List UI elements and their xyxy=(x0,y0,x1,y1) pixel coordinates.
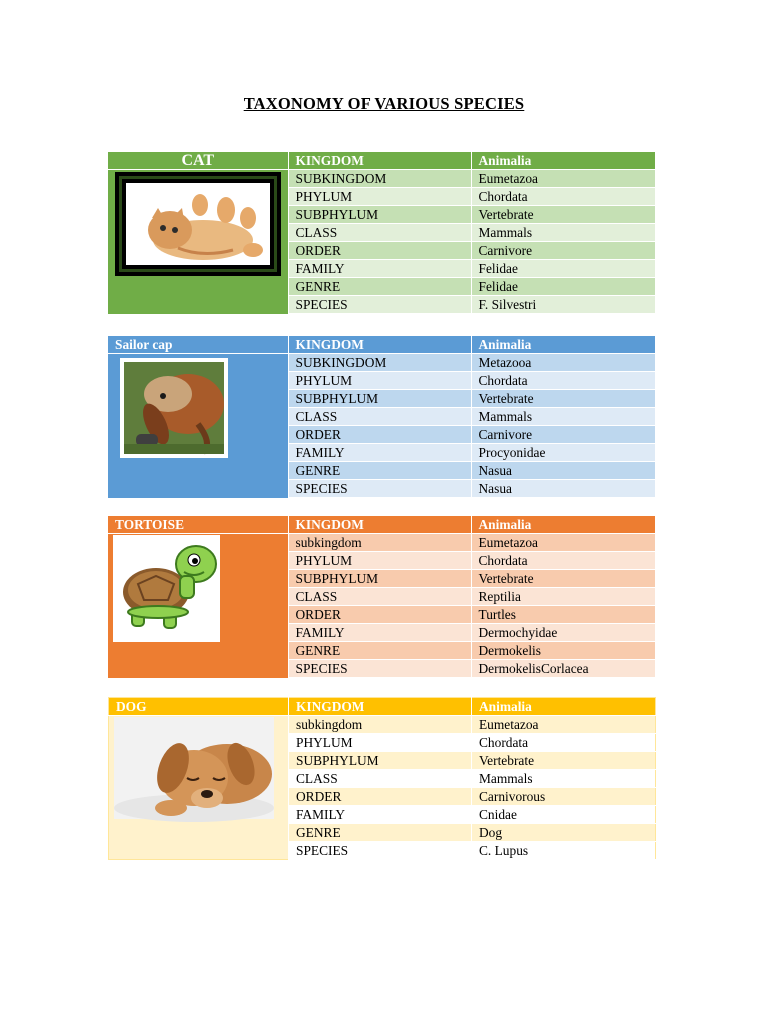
rank-value: Chordata xyxy=(471,552,655,570)
rank-label: GENRE xyxy=(288,642,471,660)
cat-photo xyxy=(108,170,288,304)
kingdom-value: Animalia xyxy=(471,336,655,354)
rank-value: Carnivore xyxy=(471,242,655,260)
rank-label: subkingdom xyxy=(288,534,471,552)
rank-label: SPECIES xyxy=(288,480,471,498)
rank-value: Carnivorous xyxy=(472,788,656,806)
rank-label: ORDER xyxy=(288,426,471,444)
rank-label: PHYLUM xyxy=(289,734,472,752)
page-title: TAXONOMY OF VARIOUS SPECIES xyxy=(243,94,525,113)
rank-label: SUBPHYLUM xyxy=(289,752,472,770)
tortoise-photo xyxy=(108,534,288,668)
kingdom-label: KINGDOM xyxy=(288,516,471,534)
kingdom-value: Animalia xyxy=(472,698,656,716)
rank-label: SUBKINGDOM xyxy=(288,170,471,188)
species-name: DOG xyxy=(109,698,289,716)
species-name: TORTOISE xyxy=(108,516,288,534)
rank-label: CLASS xyxy=(288,588,471,606)
rank-value: Vertebrate xyxy=(471,206,655,224)
rank-label: SUBKINGDOM xyxy=(288,354,471,372)
rank-value: Eumetazoa xyxy=(471,170,655,188)
kingdom-value: Animalia xyxy=(471,516,655,534)
rank-value: F. Silvestri xyxy=(471,296,655,314)
rank-label: CLASS xyxy=(288,408,471,426)
table-row xyxy=(108,354,655,372)
rank-value: Dermokelis xyxy=(471,642,655,660)
rank-label: FAMILY xyxy=(288,444,471,462)
rank-value: Carnivore xyxy=(471,426,655,444)
rank-value: Vertebrate xyxy=(472,752,656,770)
rank-label: ORDER xyxy=(288,242,471,260)
rank-label: GENRE xyxy=(289,824,472,842)
rank-value: Mammals xyxy=(471,408,655,426)
rank-label: SUBPHYLUM xyxy=(288,206,471,224)
rank-value: Turtles xyxy=(471,606,655,624)
cat-photo-cell xyxy=(108,170,288,314)
species-name: Sailor cap xyxy=(108,336,288,354)
rank-label: subkingdom xyxy=(289,716,472,734)
rank-label: SUBPHYLUM xyxy=(288,570,471,588)
table-header-row xyxy=(108,336,655,354)
rank-value: Mammals xyxy=(471,224,655,242)
rank-value: Chordata xyxy=(471,188,655,206)
species-name: CAT xyxy=(108,152,288,170)
table-row xyxy=(108,534,655,552)
coati-photo xyxy=(108,354,288,488)
table-header-row xyxy=(109,698,656,716)
rank-value: Nasua xyxy=(471,462,655,480)
rank-label: PHYLUM xyxy=(288,372,471,390)
rank-value: Dog xyxy=(472,824,656,842)
rank-value: Procyonidae xyxy=(471,444,655,462)
rank-value: Vertebrate xyxy=(471,390,655,408)
coati-photo-cell xyxy=(108,354,288,498)
rank-label: PHYLUM xyxy=(288,552,471,570)
rank-label: GENRE xyxy=(288,278,471,296)
rank-value: DermokelisCorlacea xyxy=(471,660,655,678)
table-header-row xyxy=(108,152,655,170)
tortoise-photo-cell xyxy=(108,534,288,678)
rank-value: Metazooa xyxy=(471,354,655,372)
rank-label: SPECIES xyxy=(289,842,472,860)
rank-label: CLASS xyxy=(288,224,471,242)
rank-label: ORDER xyxy=(288,606,471,624)
rank-label: ORDER xyxy=(289,788,472,806)
table-header-row xyxy=(108,516,655,534)
dog-photo-cell xyxy=(109,716,289,860)
table-row xyxy=(108,170,655,188)
dog-taxonomy-table xyxy=(108,697,656,860)
rank-value: Dermochyidae xyxy=(471,624,655,642)
rank-value: Chordata xyxy=(471,372,655,390)
kingdom-value: Animalia xyxy=(471,152,655,170)
kingdom-label: KINGDOM xyxy=(288,152,471,170)
sailor-cap-taxonomy-table xyxy=(108,336,655,498)
rank-label: FAMILY xyxy=(288,260,471,278)
rank-label: FAMILY xyxy=(288,624,471,642)
rank-value: Felidae xyxy=(471,278,655,296)
rank-label: CLASS xyxy=(289,770,472,788)
rank-value: Cnidae xyxy=(472,806,656,824)
rank-value: Eumetazoa xyxy=(472,716,656,734)
rank-value: C. Lupus xyxy=(472,842,656,860)
rank-value: Vertebrate xyxy=(471,570,655,588)
cat-taxonomy-table xyxy=(108,152,655,314)
kingdom-label: KINGDOM xyxy=(288,336,471,354)
rank-value: Mammals xyxy=(472,770,656,788)
rank-label: SPECIES xyxy=(288,296,471,314)
kingdom-label: KINGDOM xyxy=(289,698,472,716)
dog-photo xyxy=(109,716,289,850)
rank-label: FAMILY xyxy=(289,806,472,824)
rank-value: Felidae xyxy=(471,260,655,278)
rank-label: PHYLUM xyxy=(288,188,471,206)
rank-label: SPECIES xyxy=(288,660,471,678)
rank-value: Chordata xyxy=(472,734,656,752)
table-row xyxy=(109,716,656,734)
rank-value: Nasua xyxy=(471,480,655,498)
tortoise-taxonomy-table xyxy=(108,516,655,678)
rank-value: Reptilia xyxy=(471,588,655,606)
rank-value: Eumetazoa xyxy=(471,534,655,552)
rank-label: SUBPHYLUM xyxy=(288,390,471,408)
rank-label: GENRE xyxy=(288,462,471,480)
